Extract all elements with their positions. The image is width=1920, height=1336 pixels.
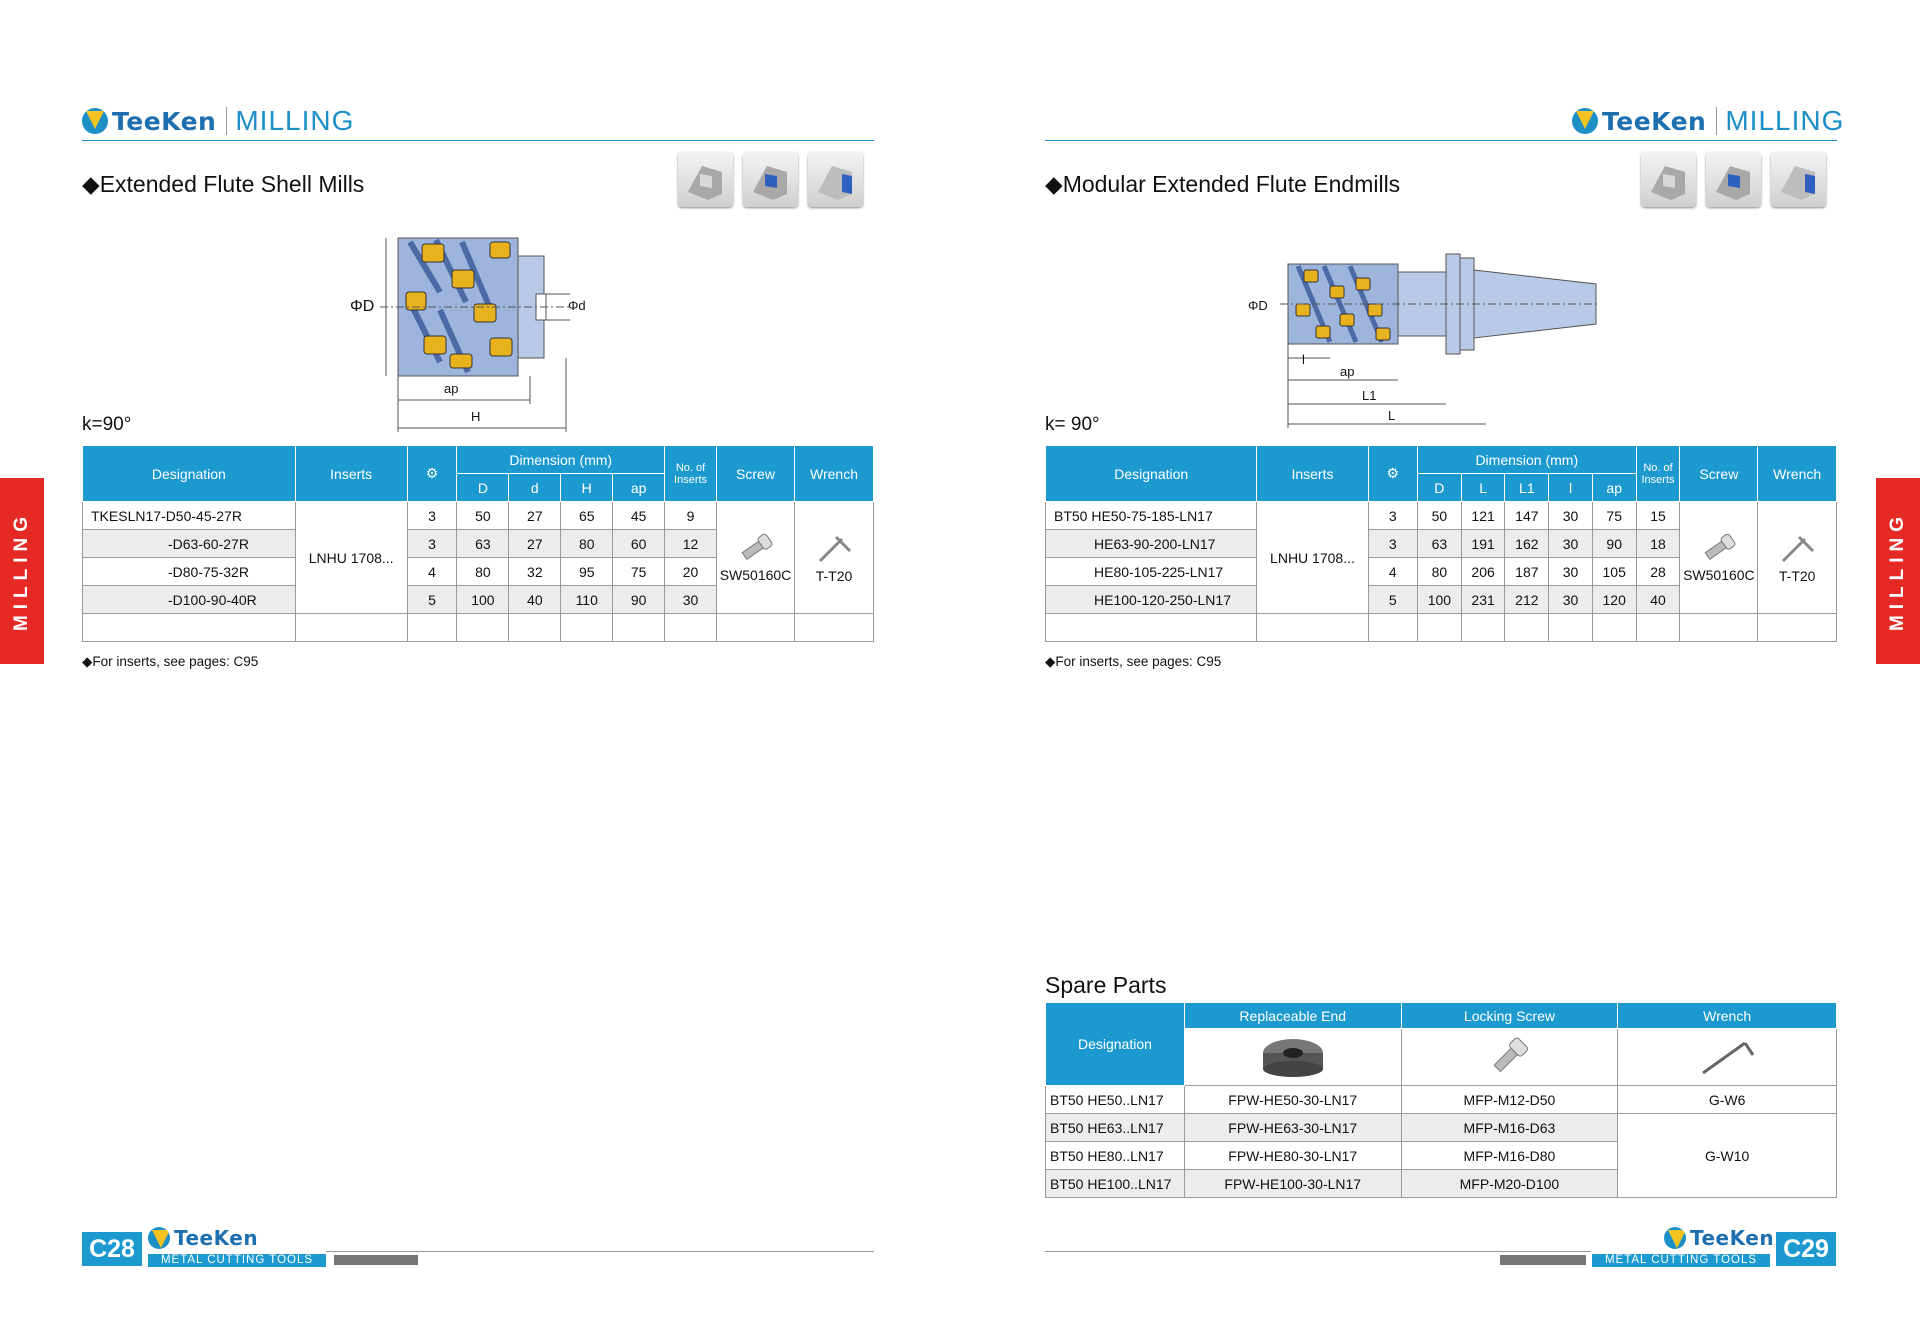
slot-milling-icon — [1706, 152, 1761, 207]
dim-cell: 75 — [1592, 502, 1636, 530]
header-rule — [82, 140, 874, 141]
brand-name: TeeKen — [1602, 106, 1707, 136]
designation-cell: HE63-90-200-LN17 — [1046, 530, 1257, 558]
brand-logo-icon — [82, 108, 108, 134]
col-dim: D — [457, 474, 509, 502]
table-row — [1046, 1114, 1837, 1142]
brand-logo-icon — [1664, 1227, 1686, 1249]
col-no-inserts: No. of Inserts — [665, 446, 717, 502]
col-designation: Designation — [1046, 446, 1257, 502]
col-dim: L — [1461, 474, 1505, 502]
dim-cell: 65 — [561, 502, 613, 530]
designation-cell: BT50 HE50..LN17 — [1046, 1086, 1185, 1114]
wrench-icon — [812, 531, 856, 565]
designation-cell: BT50 HE80..LN17 — [1046, 1142, 1185, 1170]
designation-cell: BT50 HE63..LN17 — [1046, 1114, 1185, 1142]
dim-cell: 80 — [457, 558, 509, 586]
dim-cell: 60 — [613, 530, 665, 558]
z-cell: 3 — [407, 502, 457, 530]
replaceable-end-image — [1184, 1029, 1401, 1086]
designation-cell: -D100-90-40R — [83, 586, 296, 614]
col-screw: Screw — [1680, 446, 1758, 502]
designation-cell: BT50 HE100..LN17 — [1046, 1170, 1185, 1198]
insert-count-icon: ⚙ — [425, 465, 439, 481]
brand-logo-icon — [1572, 108, 1598, 134]
end-cell: FPW-HE63-30-LN17 — [1184, 1114, 1401, 1142]
side-tab-left — [0, 478, 44, 664]
end-cell: FPW-HE50-30-LN17 — [1184, 1086, 1401, 1114]
dim-cell: 105 — [1592, 558, 1636, 586]
locking-screw-image — [1401, 1029, 1618, 1086]
screw-cell: MFP-M12-D50 — [1401, 1086, 1618, 1114]
wrench-cell — [795, 502, 874, 614]
slot-milling-icon — [743, 152, 798, 207]
shell-mill-diagram — [340, 232, 610, 432]
header-right — [1572, 105, 1844, 137]
dim-cell: 90 — [1592, 530, 1636, 558]
designation-cell: -D63-60-27R — [83, 530, 296, 558]
screw-cell — [717, 502, 795, 614]
col-dim: L1 — [1505, 474, 1549, 502]
z-cell: 5 — [1368, 586, 1418, 614]
inserts-cell: LNHU 1708... — [1257, 502, 1368, 614]
dim-cell: 80 — [561, 530, 613, 558]
page-number-right: C29 — [1776, 1232, 1836, 1266]
dim-cell: 95 — [561, 558, 613, 586]
dim-cell: 32 — [509, 558, 561, 586]
col-screw: Screw — [717, 446, 795, 502]
spare-parts-title: Spare Parts — [1045, 972, 1167, 998]
dim-cell: 30 — [1549, 502, 1593, 530]
left-note: ◆For inserts, see pages: C95 — [82, 654, 259, 669]
screw-icon — [736, 532, 776, 564]
l-total-label: L — [1388, 408, 1396, 423]
wrench-code: T-T20 — [815, 568, 853, 584]
footer-tagline-left: METAL CUTTING TOOLS — [148, 1254, 326, 1267]
brand-logo-icon — [148, 1227, 170, 1249]
dim-cell: 80 — [1418, 558, 1462, 586]
col-flutes — [407, 446, 457, 502]
col-designation: Designation — [83, 446, 296, 502]
wrench-cell: G-W10 — [1618, 1114, 1837, 1198]
dim-cell: 162 — [1505, 530, 1549, 558]
brand-name: TeeKen — [112, 106, 217, 136]
footer-bar-left — [334, 1255, 418, 1265]
wrench-image — [1618, 1029, 1837, 1086]
col-wrench: Wrench — [1618, 1003, 1837, 1029]
diameter-label: ΦD — [350, 298, 375, 315]
designation-cell: HE80-105-225-LN17 — [1046, 558, 1257, 586]
dim-cell: 206 — [1461, 558, 1505, 586]
z-cell: 3 — [407, 530, 457, 558]
operation-icons — [678, 152, 863, 207]
col-dim: d — [509, 474, 561, 502]
dim-cell: 90 — [613, 586, 665, 614]
col-wrench: Wrench — [1758, 446, 1837, 502]
left-title: ◆Extended Flute Shell Mills — [82, 171, 365, 197]
dim-cell: 191 — [1461, 530, 1505, 558]
dim-cell: 27 — [509, 530, 561, 558]
n-cell: 20 — [665, 558, 717, 586]
insert-count-icon: ⚙ — [1386, 465, 1400, 481]
dim-cell: 110 — [561, 586, 613, 614]
screw-cell — [1680, 502, 1758, 614]
wrench-code: T-T20 — [1778, 568, 1816, 584]
col-dim: D — [1418, 474, 1462, 502]
n-cell: 28 — [1636, 558, 1680, 586]
left-spec-table — [82, 445, 874, 642]
face-milling-icon — [678, 152, 733, 207]
cutter-head-icon — [1258, 1031, 1328, 1081]
dim-cell: 231 — [1461, 586, 1505, 614]
n-cell: 15 — [1636, 502, 1680, 530]
wrench-cell — [1758, 502, 1837, 614]
spare-parts-table — [1045, 1002, 1837, 1198]
end-cell: FPW-HE80-30-LN17 — [1184, 1142, 1401, 1170]
page-number-left: C28 — [82, 1232, 142, 1266]
dim-cell: 100 — [457, 586, 509, 614]
col-inserts: Inserts — [1257, 446, 1368, 502]
dim-cell: 63 — [1418, 530, 1462, 558]
col-wrench: Wrench — [795, 446, 874, 502]
dim-cell: 27 — [509, 502, 561, 530]
col-flutes — [1368, 446, 1418, 502]
diameter-label: ΦD — [1248, 298, 1268, 313]
ap-label: ap — [444, 381, 459, 396]
operation-icons — [1641, 152, 1826, 207]
shoulder-milling-icon — [808, 152, 863, 207]
footer-rule-right — [1045, 1251, 1591, 1252]
col-dimension: Dimension (mm) — [457, 446, 665, 474]
screw-icon — [1699, 532, 1739, 564]
header-separator — [226, 107, 227, 135]
end-cell: FPW-HE100-30-LN17 — [1184, 1170, 1401, 1198]
n-cell: 18 — [1636, 530, 1680, 558]
side-tab-label: MILLING — [11, 510, 33, 632]
col-dim: ap — [613, 474, 665, 502]
dim-cell: 50 — [1418, 502, 1462, 530]
col-replaceable-end: Replaceable End — [1184, 1003, 1401, 1029]
col-dim: l — [1549, 474, 1593, 502]
designation-cell: BT50 HE50-75-185-LN17 — [1046, 502, 1257, 530]
brand-name: TeeKen — [1690, 1226, 1775, 1250]
header-rule — [1045, 140, 1837, 141]
table-row-empty — [1046, 614, 1837, 642]
table-row-empty — [83, 614, 874, 642]
footer-rule-left — [326, 1251, 874, 1252]
n-cell: 30 — [665, 586, 717, 614]
col-dim: H — [561, 474, 613, 502]
wrench-icon — [1775, 531, 1819, 565]
section-title: MILLING — [1725, 105, 1845, 136]
dim-cell: 212 — [1505, 586, 1549, 614]
n-cell: 12 — [665, 530, 717, 558]
footer-tagline-right: METAL CUTTING TOOLS — [1592, 1254, 1770, 1267]
col-inserts: Inserts — [295, 446, 407, 502]
side-tab-right — [1876, 478, 1920, 664]
dim-cell: 45 — [613, 502, 665, 530]
bore-diameter-label: Φd — [568, 298, 586, 313]
screw-code: SW50160C — [719, 567, 792, 583]
left-kappa-angle: k=90° — [82, 414, 132, 435]
right-title: ◆Modular Extended Flute Endmills — [1045, 171, 1401, 197]
dim-cell: 147 — [1505, 502, 1549, 530]
footer-logo-right — [1664, 1226, 1774, 1250]
shoulder-milling-icon — [1771, 152, 1826, 207]
dim-cell: 30 — [1549, 558, 1593, 586]
designation-cell: TKESLN17-D50-45-27R — [83, 502, 296, 530]
ap-label: ap — [1340, 364, 1355, 379]
dim-cell: 30 — [1549, 530, 1593, 558]
dim-cell: 40 — [509, 586, 561, 614]
dim-cell: 63 — [457, 530, 509, 558]
table-row — [1046, 502, 1837, 530]
col-locking-screw: Locking Screw — [1401, 1003, 1618, 1029]
designation-cell: HE100-120-250-LN17 — [1046, 586, 1257, 614]
z-cell: 4 — [1368, 558, 1418, 586]
col-dimension: Dimension (mm) — [1418, 446, 1637, 474]
dim-cell: 50 — [457, 502, 509, 530]
z-cell: 3 — [1368, 530, 1418, 558]
n-cell: 40 — [1636, 586, 1680, 614]
locking-screw-icon — [1484, 1033, 1534, 1079]
dim-cell: 30 — [1549, 586, 1593, 614]
right-kappa-angle: k= 90° — [1045, 414, 1100, 435]
hex-key-icon — [1697, 1033, 1757, 1079]
l1-label: L1 — [1362, 388, 1377, 403]
section-title: MILLING — [235, 105, 355, 136]
brand-name: TeeKen — [174, 1226, 259, 1250]
dim-cell: 121 — [1461, 502, 1505, 530]
screw-cell: MFP-M16-D80 — [1401, 1142, 1618, 1170]
header-left — [82, 105, 354, 137]
screw-cell: MFP-M20-D100 — [1401, 1170, 1618, 1198]
side-tab-label: MILLING — [1887, 510, 1909, 632]
dim-cell: 100 — [1418, 586, 1462, 614]
dim-cell: 75 — [613, 558, 665, 586]
header-separator — [1716, 107, 1717, 135]
z-cell: 5 — [407, 586, 457, 614]
footer-logo-left — [148, 1226, 258, 1250]
dim-cell: 120 — [1592, 586, 1636, 614]
n-cell: 9 — [665, 502, 717, 530]
screw-code: SW50160C — [1683, 567, 1755, 583]
table-row — [83, 502, 874, 530]
endmill-diagram — [1240, 248, 1610, 428]
table-row — [1046, 1086, 1837, 1114]
col-no-inserts: No. of Inserts — [1636, 446, 1680, 502]
right-spec-table — [1045, 445, 1837, 642]
right-note: ◆For inserts, see pages: C95 — [1045, 654, 1222, 669]
wrench-cell: G-W6 — [1618, 1086, 1837, 1114]
col-dim: ap — [1592, 474, 1636, 502]
l-label: l — [1302, 352, 1305, 367]
inserts-cell: LNHU 1708... — [295, 502, 407, 614]
col-designation: Designation — [1046, 1003, 1185, 1086]
face-milling-icon — [1641, 152, 1696, 207]
designation-cell: -D80-75-32R — [83, 558, 296, 586]
z-cell: 3 — [1368, 502, 1418, 530]
screw-cell: MFP-M16-D63 — [1401, 1114, 1618, 1142]
dim-cell: 187 — [1505, 558, 1549, 586]
h-label: H — [471, 409, 481, 424]
footer-bar-right — [1500, 1255, 1586, 1265]
z-cell: 4 — [407, 558, 457, 586]
